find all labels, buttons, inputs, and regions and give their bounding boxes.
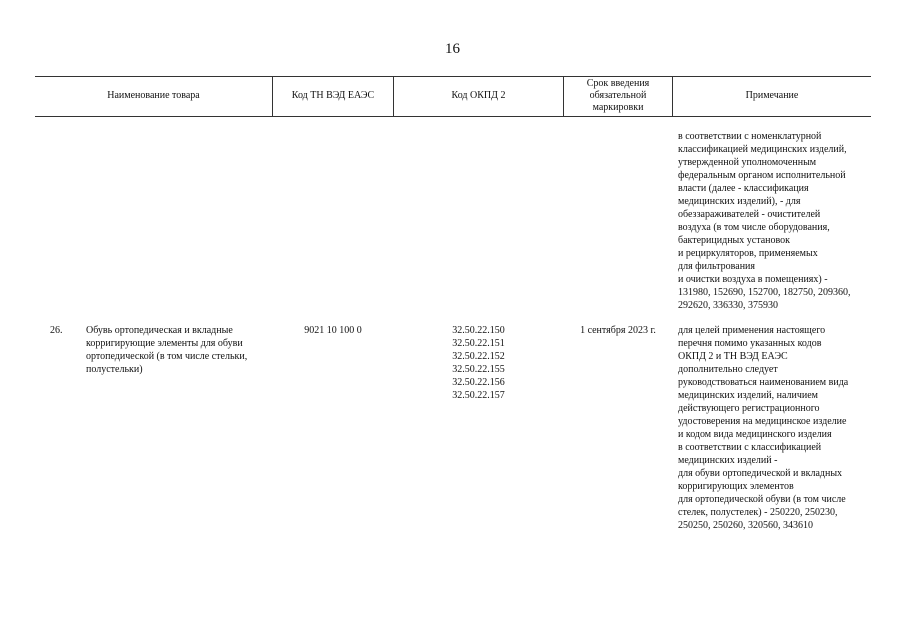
- row-number: 26.: [50, 325, 63, 336]
- page-number: 16: [445, 41, 460, 57]
- header-marking-date: Срок введения обязательной маркировки: [586, 78, 650, 113]
- row-note: для целей применения настоящего перечня помимо указанных кодов ОКПД 2 и ТН ВЭД ЕАЭС дополнительно следует руководствоваться наименованием вида медицинских изделий, наличием действующего регистрационного удостоверения на медицинское изделие и кодом вида медицинского изделия в соответствии с классификацией медицинских изделий - для обуви ортопедической и вкладных корригирующих элементов для ортопедической обуви (в том числе стелек, полустелек) - 250220, 250230, 250250, 250260, 320560, 343610: [678, 325, 849, 531]
- continuation-note: в соответствии с номенклатурной классификацией медицинских изделий, утвержденной уполномоченным федеральным органом исполнительной власти (далее - классификация медицинских изделий), - для обеззараживателей - очистителей воздуха (в том числе оборудования, бактерицидных установок и рециркуляторов, применяемых для фильтрования и очистки воздуха в помещениях) - 131980, 152690, 152700, 182750, 209360, 292620, 336330, 375930: [678, 131, 851, 311]
- table-header-bottom-border: [35, 116, 871, 117]
- row-tn-ved-code: 9021 10 100 0: [304, 325, 362, 336]
- header-note: Примечание: [745, 90, 799, 101]
- row-marking-date: 1 сентября 2023 г.: [580, 325, 656, 336]
- header-tn-ved-code: Код ТН ВЭД ЕАЭС: [291, 90, 375, 101]
- header-okpd-code: Код ОКПД 2: [451, 90, 506, 101]
- row-okpd-codes: 32.50.22.150 32.50.22.151 32.50.22.152 32.50.22.155 32.50.22.156 32.50.22.157: [452, 325, 505, 401]
- header-product-name: Наименование товара: [107, 90, 200, 101]
- row-product-name: Обувь ортопедическая и вкладные корригирующие элементы для обуви ортопедической (в том числе стельки, полустельки): [86, 325, 248, 375]
